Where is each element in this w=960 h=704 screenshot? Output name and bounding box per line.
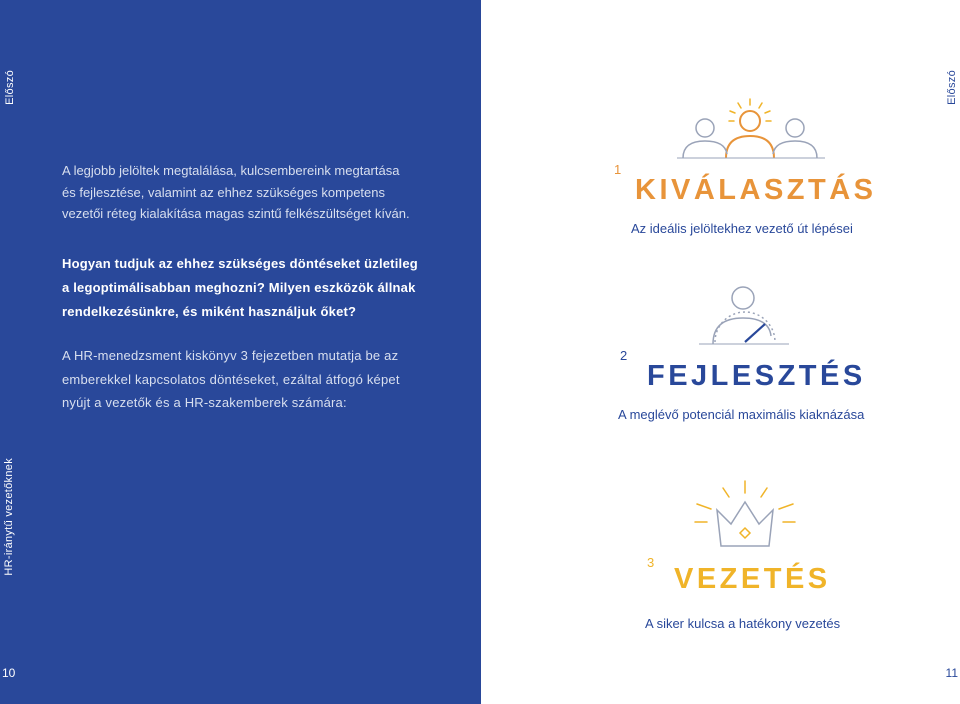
question-line: a legoptimálisabban meghozni? Milyen eszközök állnak — [62, 280, 416, 295]
question-line: Hogyan tudjuk az ehhez szükséges döntéseket üzletileg — [62, 256, 418, 271]
book-side-label: HR-iránytű vezetőknek — [3, 458, 15, 576]
question-paragraph — [62, 252, 462, 324]
body-paragraph — [62, 344, 452, 415]
body-line: nyújt a vezetők és a HR-szakemberek számára: — [62, 395, 347, 410]
intro-line: vezetői réteg kialakítása magas szintű felkészültséget kíván. — [62, 206, 410, 221]
body-line: A HR-menedzsment kiskönyv 3 fejezetben mutatja be az — [62, 348, 399, 363]
right-page — [481, 0, 960, 704]
intro-line: és fejlesztése, valamint az ehhez szükséges kompetens — [62, 184, 386, 200]
intro-line: A legjobb jelöltek megtalálása, kulcsembereink megtartása — [62, 163, 400, 178]
section-3-subtitle: A siker kulcsa a hatékony vezetés — [645, 616, 841, 631]
section-1-number: 1 — [614, 162, 622, 177]
page-number-right: 11 — [945, 666, 958, 680]
section-2-subtitle: A meglévő potenciál maximális kiaknázása — [618, 407, 865, 422]
section-2-number: 2 — [620, 348, 628, 363]
crown-icon — [693, 480, 797, 550]
section-1-subtitle: Az ideális jelöltekhez vezető út lépései — [631, 221, 853, 236]
question-line: rendelkezésünkre, és miként használjuk őket? — [62, 304, 357, 319]
page-number-left: 10 — [2, 666, 16, 680]
section-1-title: KIVÁLASZTÁS — [635, 174, 877, 206]
section-2-title: FEJLESZTÉS — [647, 360, 866, 392]
growth-gauge-icon — [699, 284, 799, 348]
section-label-right: Előszó — [946, 70, 958, 105]
body-line: emberekkel kapcsolatos döntéseket, ezáltal átfogó képet — [62, 371, 400, 387]
section-label-left: Előszó — [4, 70, 16, 105]
intro-paragraph — [62, 160, 452, 225]
people-selection-icon — [677, 98, 827, 162]
section-3-number: 3 — [647, 555, 655, 570]
section-3-title: VEZETÉS — [674, 563, 831, 595]
